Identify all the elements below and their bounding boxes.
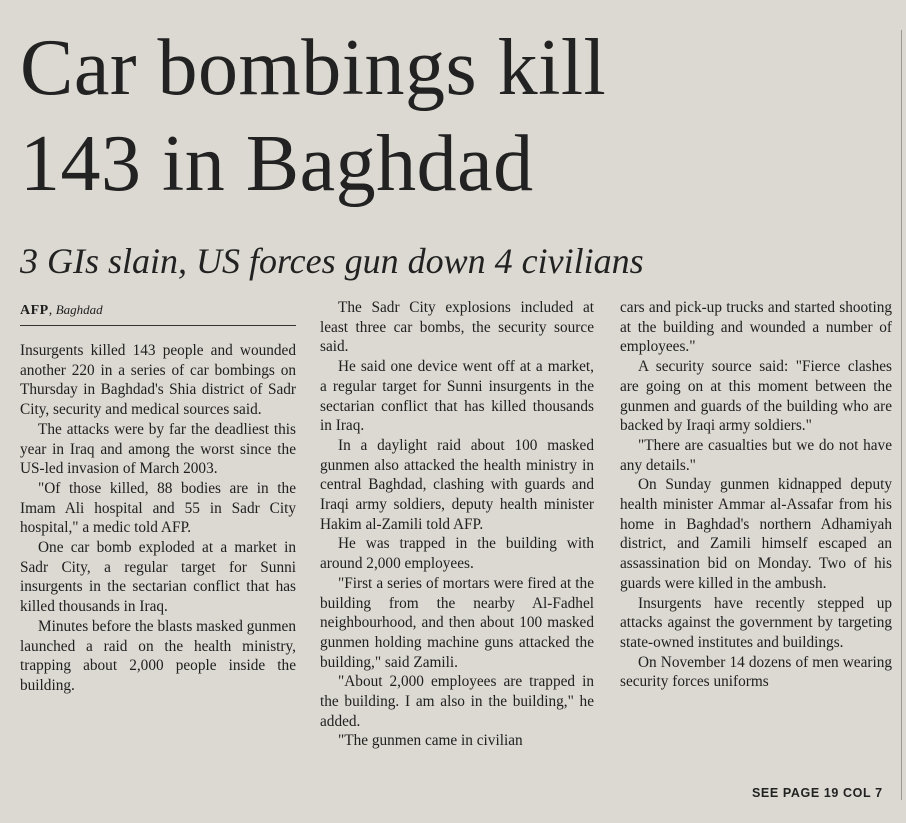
paragraph: "Of those killed, 88 bodies are in the Imam Ali hospital and 55 in Sadr City hospital," a medic told AFP. xyxy=(20,479,296,537)
byline-agency: AFP xyxy=(20,303,49,318)
paragraph: The attacks were by far the deadliest this year in Iraq and among the worst since the US-led invasion of March 2003. xyxy=(20,420,296,478)
body-column-1 xyxy=(20,341,296,696)
byline: AFP, Baghdad xyxy=(20,302,103,318)
body-column-2 xyxy=(320,298,594,751)
paragraph: Insurgents have recently stepped up attacks against the government by targeting state-owned institutes and buildings. xyxy=(620,594,892,651)
headline-line-1: Car bombings kill xyxy=(20,24,607,112)
paragraph: One car bomb exploded at a market in Sadr City, a regular target for Sunni insurgents in the sectarian conflict that has killed thousands in Iraq. xyxy=(20,539,296,616)
headline-line-2: 143 in Baghdad xyxy=(20,120,534,208)
paragraph: A security source said: "Fierce clashes are going on at this moment between the gunmen and guards of the building who are backed by Iraqi army soldiers." xyxy=(620,358,892,435)
column-rule xyxy=(901,30,902,800)
headline xyxy=(20,20,880,212)
continuation-jump-line: SEE PAGE 19 COL 7 xyxy=(752,786,883,800)
paragraph: "First a series of mortars were fired at the building from the nearby Al-Fadhel neighbourhood, and then about 100 masked gunmen holding machine guns attacked the building," said Zamili. xyxy=(320,574,594,671)
body-column-3 xyxy=(620,298,892,692)
paragraph: He said one device went off at a market, a regular target for Sunni insurgents in the sectarian conflict that has killed thousands in Iraq. xyxy=(320,358,594,435)
paragraph: "There are casualties but we do not have any details." xyxy=(620,436,892,474)
paragraph: On November 14 dozens of men wearing security forces uniforms xyxy=(620,653,892,691)
paragraph: "About 2,000 employees are trapped in the building. I am also in the building," he added. xyxy=(320,673,594,730)
paragraph: He was trapped in the building with around 2,000 employees. xyxy=(320,535,594,573)
subheadline: 3 GIs slain, US forces gun down 4 civilians xyxy=(20,241,644,281)
paragraph: In a daylight raid about 100 masked gunmen also attacked the health ministry in central Baghdad, clashing with guards and Iraqi army soldiers, deputy health minister Hakim al-Zamili told AFP. xyxy=(320,436,594,533)
paragraph: "The gunmen came in civilian xyxy=(338,732,523,750)
paragraph: Minutes before the blasts masked gunmen launched a raid on the health ministry, trapping about 2,000 people inside the building. xyxy=(20,617,296,694)
paragraph: cars and pick-up trucks and started shooting at the building and wounded a number of employees." xyxy=(620,299,892,356)
paragraph: The Sadr City explosions included at least three car bombs, the security source said. xyxy=(320,299,594,356)
paragraph: Insurgents killed 143 people and wounded another 220 in a series of car bombings on Thursday in Baghdad's Shia district of Sadr City, security and medical sources said. xyxy=(20,342,296,419)
paragraph: On Sunday gunmen kidnapped deputy health minister Ammar al-Assafar from his home in Baghdad's northern Adhamiyah district, and Zamili himself escaped an assassination bid on Monday. Two of his guards were killed in the ambush. xyxy=(620,476,892,592)
byline-rule xyxy=(20,325,296,326)
byline-place: Baghdad xyxy=(55,302,103,317)
